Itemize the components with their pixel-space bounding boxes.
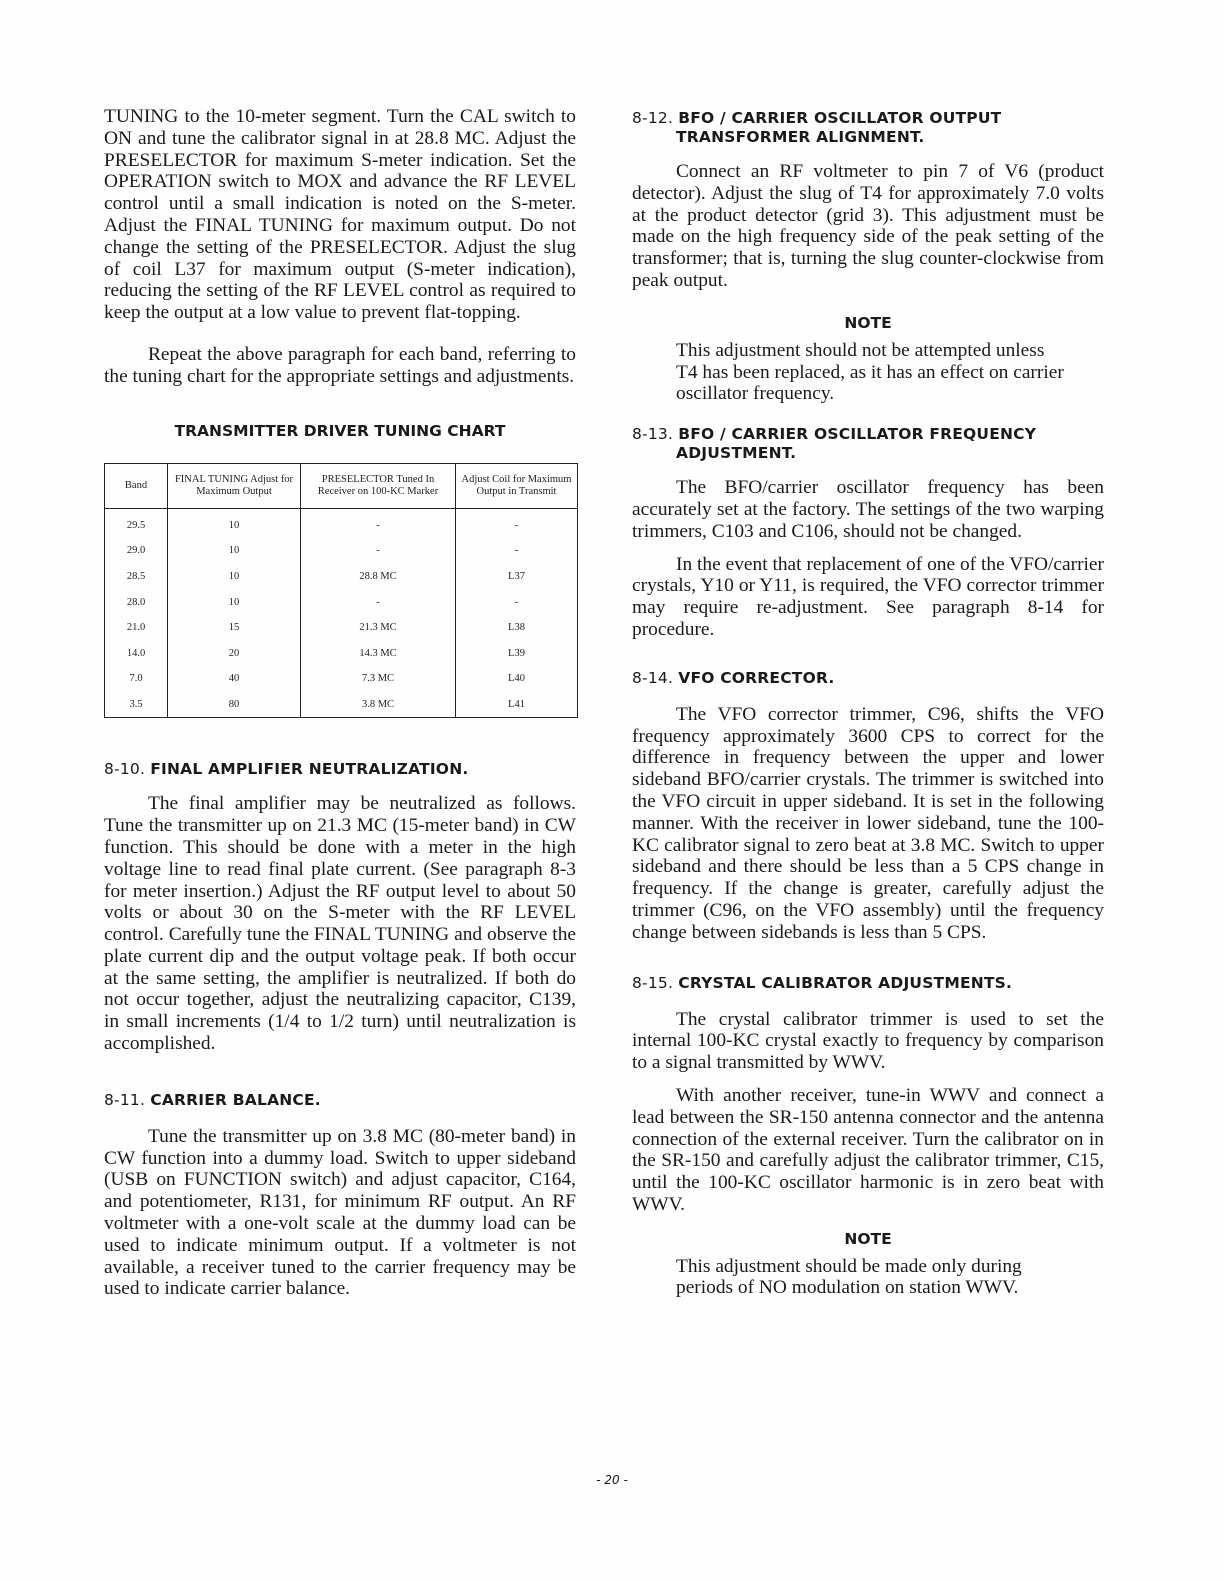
cell-final-tuning: 40 (168, 666, 301, 692)
chart-title: TRANSMITTER DRIVER TUNING CHART (174, 421, 506, 440)
cell-band: 29.0 (105, 538, 168, 564)
section-title: FINAL AMPLIFIER NEUTRALIZATION. (150, 760, 469, 779)
table-row (105, 564, 578, 590)
paragraph-10m-tuning: TUNING to the 10-meter segment. Turn the CAL switch to ON and tune the calibrator signal in at 28.8 MC. Adjust the PRESELECTOR for maximum S-meter indication. Set the OPERATION switch to MOX and advance the RF LEVEL control until a small indication is noted on the S-meter. Adjust the FINAL TUNING for maximum output. Do not change the setting of the PRESELECTOR. Adjust the slug of coil L37 for maximum output (S-meter indication), reducing the setting of the RF LEVEL control as required to keep the output at a low value to prevent flat-topping. (104, 106, 576, 324)
section-title-line-2: ADJUSTMENT. (676, 444, 797, 463)
header-preselector: PRESELECTOR Tuned In Receiver on 100-KC Marker (301, 463, 456, 508)
section-title-line-2: TRANSFORMER ALIGNMENT. (676, 128, 925, 146)
cell-final-tuning: 10 (168, 508, 301, 538)
cell-coil: L40 (456, 666, 578, 692)
table-row (105, 589, 578, 615)
cell-preselector: - (301, 508, 456, 538)
table-row (105, 641, 578, 667)
cell-coil: L41 (456, 692, 578, 718)
section-title: CRYSTAL CALIBRATOR ADJUSTMENTS. (678, 973, 1013, 992)
cell-band: 28.0 (105, 589, 168, 615)
cell-final-tuning: 15 (168, 615, 301, 641)
note-title: NOTE (844, 313, 892, 332)
note-body: This adjustment should not be attempted unless T4 has been replaced, as it has an effect on carrier oscillator frequency. (676, 339, 1064, 405)
cell-final-tuning: 10 (168, 589, 301, 615)
header-final-tuning: FINAL TUNING Adjust for Maximum Output (168, 463, 301, 508)
paragraph-crystal-replacement: In the event that replacement of one of the VFO/carrier crystals, Y10 or Y11, is required, the VFO corrector trimmer may require re-adjustment. See paragraph 8-14 for procedure. (632, 553, 1104, 640)
cell-band: 7.0 (105, 666, 168, 692)
note-body: This adjustment should be made only during periods of NO modulation on station WWV. (676, 1255, 1022, 1299)
tuning-chart-table (104, 463, 578, 719)
left-column (104, 106, 576, 1300)
cell-final-tuning: 20 (168, 641, 301, 667)
cell-coil: - (456, 508, 578, 538)
section-heading-8-10 (104, 760, 576, 779)
cell-band: 21.0 (105, 615, 168, 641)
cell-coil: - (456, 589, 578, 615)
cell-preselector: 7.3 MC (301, 666, 456, 692)
section-title: VFO CORRECTOR. (678, 668, 835, 687)
section-heading-8-15 (632, 974, 1104, 993)
paragraph-carrier-balance: Tune the transmitter up on 3.8 MC (80-meter band) in CW function into a dummy load. Switch to upper sideband (USB on FUNCTION switch) and adjust capacitor, C164, and potentiometer, R131, for minimum RF output. An RF voltmeter with a one-volt scale at the dummy load can be used to indicate minimum output. If a voltmeter is not available, a receiver tuned to the carrier frequency may be used to indicate carrier balance. (104, 1125, 576, 1300)
note-title: NOTE (844, 1229, 892, 1248)
cell-band: 14.0 (105, 641, 168, 667)
paragraph-vfo-corrector: The VFO corrector trimmer, C96, shifts the VFO frequency approximately 3600 CPS to correct for the difference in frequency between the upper and lower sideband BFO/carrier crystals. The trimmer is switched into the VFO circuit in upper sideband. It is set in the following manner. With the receiver in lower sideband, tune the 100-KC calibrator signal to zero beat at 3.8 MC. Switch to upper sideband and there should be less than a 5 CPS change in frequency. If the change is greater, carefully adjust the trimmer (C96, on the VFO assembly) until the frequency change between sidebands is less than 5 CPS. (632, 703, 1104, 943)
cell-band: 29.5 (105, 508, 168, 538)
paragraph-wwv-procedure: With another receiver, tune-in WWV and connect a lead between the SR-150 antenna connector and the antenna connection of the external receiver. Turn the calibrator on in the SR-150 and carefully adjust the calibrator trimmer, C15, until the 100-KC oscillator harmonic is in zero beat with WWV. (632, 1084, 1104, 1215)
page-number: - 20 - (596, 1473, 628, 1487)
section-title: BFO / CARRIER OSCILLATOR OUTPUT (678, 109, 1002, 127)
section-heading-8-11 (104, 1091, 576, 1110)
section-number: 8-14. (632, 668, 674, 687)
cell-preselector: - (301, 589, 456, 615)
right-column (632, 106, 1104, 1299)
table-row (105, 666, 578, 692)
paragraph-neutralization: The final amplifier may be neutralized as follows. Tune the transmitter up on 21.3 MC (15-meter band) in CW function. This should be done with a meter in the high voltage line to read final plate current. (See paragraph 8-3 for meter insertion.) Adjust the RF output level to about 50 volts or about 30 on the S-meter with the RF LEVEL control. Carefully tune the FINAL TUNING and observe the plate current dip and the output voltage peak. If both occur at the same setting, the amplifier is neutralized. If both do not occur together, adjust the neutralizing capacitor, C139, in small increments (1/4 to 1/2 turn) until neutralization is accomplished. (104, 793, 576, 1055)
paragraph-crystal-calibrator: The crystal calibrator trimmer is used to set the internal 100-KC crystal exactly to frequency by comparison to a signal transmitted by WWV. (632, 1008, 1104, 1074)
table-row (105, 538, 578, 564)
cell-final-tuning: 80 (168, 692, 301, 718)
section-heading-8-13 (632, 425, 1104, 463)
section-number: 8-10. (104, 760, 146, 779)
cell-preselector: 21.3 MC (301, 615, 456, 641)
header-adjust-coil: Adjust Coil for Maximum Output in Transmit (456, 463, 578, 508)
section-number: 8-15. (632, 973, 674, 992)
cell-final-tuning: 10 (168, 564, 301, 590)
section-number: 8-12. (632, 109, 674, 127)
paragraph-repeat-bands: Repeat the above paragraph for each band, referring to the tuning chart for the appropriate settings and adjustments. (104, 343, 576, 387)
section-number: 8-13. (632, 425, 674, 444)
cell-preselector: 28.8 MC (301, 564, 456, 590)
paragraph-bfo-output: Connect an RF voltmeter to pin 7 of V6 (product detector). Adjust the slug of T4 for approximately 7.0 volts at the product detector (grid 3). This adjustment must be made on the high frequency side of the peak setting of the transformer; that is, turning the slug counter-clockwise from peak output. (632, 161, 1104, 291)
table-row (105, 692, 578, 718)
table-row (105, 615, 578, 641)
section-number: 8-11. (104, 1090, 146, 1109)
section-title: CARRIER BALANCE. (150, 1090, 321, 1109)
section-title: BFO / CARRIER OSCILLATOR FREQUENCY (678, 425, 1037, 444)
cell-coil: L37 (456, 564, 578, 590)
table-header-row (105, 463, 578, 508)
table-row (105, 508, 578, 538)
cell-band: 3.5 (105, 692, 168, 718)
cell-coil: - (456, 538, 578, 564)
header-band: Band (105, 463, 168, 508)
cell-preselector: 14.3 MC (301, 641, 456, 667)
paragraph-bfo-frequency: The BFO/carrier oscillator frequency has been accurately set at the factory. The settings of the two warping trimmers, C103 and C106, should not be changed. (632, 477, 1104, 542)
section-heading-8-12 (632, 109, 1104, 147)
section-heading-8-14 (632, 669, 1104, 688)
cell-preselector: - (301, 538, 456, 564)
cell-coil: L38 (456, 615, 578, 641)
cell-band: 28.5 (105, 564, 168, 590)
cell-final-tuning: 10 (168, 538, 301, 564)
cell-coil: L39 (456, 641, 578, 667)
cell-preselector: 3.8 MC (301, 692, 456, 718)
